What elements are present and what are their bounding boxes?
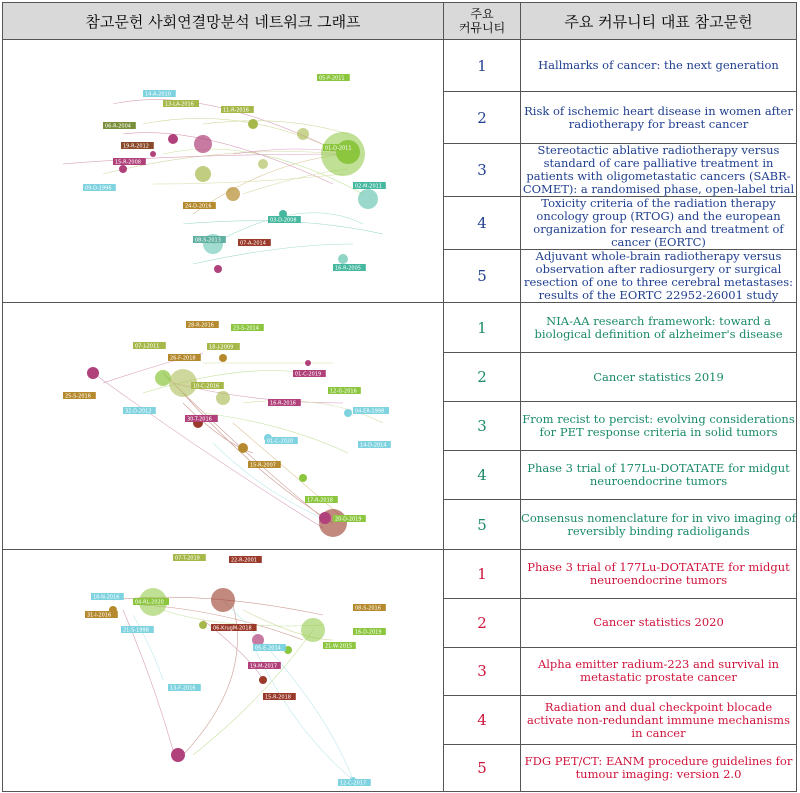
- header-community-no: 주요 커뮤니티: [444, 3, 521, 40]
- node-label: [83, 184, 116, 192]
- node-label-text: 04-RL-2020: [135, 599, 164, 606]
- node-label-text: 04-ER-1998: [355, 408, 385, 415]
- node-label-text: 07-T-2019: [175, 555, 200, 562]
- node-label: [248, 461, 281, 469]
- network-graph-1-svg: [3, 44, 444, 299]
- node-label-text: 03-D-2008: [270, 217, 297, 223]
- network-graph-2-svg: [3, 303, 444, 549]
- reference-title: Cancer statistics 2019: [521, 353, 797, 402]
- node-label: [143, 90, 176, 98]
- community-number: 3: [444, 647, 521, 696]
- node-label-text: 01-C-2020: [267, 438, 294, 445]
- node-label-text: 06-KrugM-2018: [213, 625, 252, 632]
- node-label: [121, 626, 154, 634]
- node-label-text: 15-R-2018: [265, 694, 291, 701]
- node-label: [353, 604, 386, 612]
- node-label-text: 14-D-2014: [360, 442, 387, 449]
- reference-title: FDG PET/CT: EANM procedure guidelines for tumour imaging: version 2.0: [521, 745, 797, 792]
- reference-network-table: [2, 2, 797, 792]
- node-label: [323, 642, 356, 650]
- node-label-text: 15-R-2008: [115, 159, 141, 165]
- node-label-text: 16-D-2019: [355, 629, 382, 636]
- node-label: [353, 628, 386, 636]
- reference-title: From recist to percist: evolving considerations for PET response criteria in solid tumors: [521, 402, 797, 451]
- node-label-text: 22-R-2001: [231, 557, 257, 564]
- header-graph: 참고문헌 사회연결망분석 네트워크 그래프: [3, 3, 444, 40]
- node-label-text: 21-W-2015: [325, 643, 353, 650]
- node-label-text: 09-D-1996: [85, 185, 112, 191]
- node-label: [103, 122, 136, 130]
- node-label-text: 13-LA-2016: [165, 101, 194, 107]
- network-graph-2: [3, 303, 444, 550]
- community-number: 5: [444, 250, 521, 303]
- node-label: [338, 779, 371, 787]
- node-label: [168, 684, 201, 692]
- reference-title: Phase 3 trial of 177Lu-DOTATATE for midgut neuroendocrine tumors: [521, 451, 797, 500]
- node-label-text: 26-F-2018: [170, 355, 196, 362]
- node-label: [185, 415, 218, 423]
- node-label-text: 13-F-2016: [170, 685, 196, 692]
- community-number: 5: [444, 500, 521, 550]
- reference-title: Hallmarks of cancer: the next generation: [521, 40, 797, 92]
- network-graph-3: [3, 550, 444, 792]
- community-number: 1: [444, 303, 521, 353]
- node-label-text: 32-D-2012: [125, 408, 152, 415]
- node-label-text: 24-D-2016: [185, 203, 212, 209]
- node-label: [85, 611, 118, 619]
- node-label: [183, 202, 216, 210]
- node-label-text: 17-R-2018: [307, 497, 333, 504]
- community-number: 1: [444, 40, 521, 92]
- node-label-text: 01-C-2019: [295, 371, 322, 378]
- community-number: 2: [444, 353, 521, 402]
- node-label-text: 21-S-1998: [123, 627, 149, 634]
- header-representative-refs: 주요 커뮤니티 대표 참고문헌: [521, 3, 797, 40]
- node-label-text: 19-M-2017: [250, 663, 278, 670]
- node-label-text: 06-R-2004: [105, 123, 131, 129]
- node-label: [253, 644, 286, 652]
- node-label-text: 31-I-2016: [87, 612, 112, 619]
- node-label-text: 11-R-2016: [223, 107, 249, 113]
- reference-title: Stereotactic ablative radiotherapy versus standard of care palliative treatment in patients with oligometastatic cancers (SABR-COMET): a randomised phase, open-label trial: [521, 144, 797, 197]
- node-label: [353, 407, 389, 415]
- node-label: [211, 624, 257, 632]
- node-label-text: 12-G-2016: [330, 388, 357, 395]
- node-label: [238, 239, 271, 247]
- node-label-text: 08-S-2016: [355, 605, 381, 612]
- community-number: 2: [444, 92, 521, 144]
- node-label: [358, 441, 391, 449]
- reference-title: Consensus nomenclature for in vivo imaging of reversibly binding radioligands: [521, 500, 797, 550]
- community-number: 4: [444, 451, 521, 500]
- node-label-text: 07-J-2011: [135, 343, 160, 350]
- community-number: 4: [444, 696, 521, 745]
- community-number: 3: [444, 402, 521, 451]
- community-number: 5: [444, 745, 521, 792]
- node-label: [231, 324, 264, 332]
- node-label: [173, 554, 206, 562]
- community-number: 3: [444, 144, 521, 197]
- community-number: 1: [444, 550, 521, 599]
- node-label: [248, 662, 281, 670]
- node-label: [163, 100, 199, 108]
- node-label-text: 18-J-2009: [209, 344, 234, 351]
- node-label: [268, 216, 301, 224]
- reference-title: Phase 3 trial of 177Lu-DOTATATE for midgut neuroendocrine tumors: [521, 550, 797, 599]
- node-label-text: 10-C-2016: [193, 383, 220, 390]
- node-label: [333, 515, 366, 523]
- node-label-text: 15-R-2007: [250, 462, 276, 469]
- node-label-text: 01-D-2011: [325, 145, 352, 151]
- node-label: [207, 343, 240, 351]
- node-label-text: 14-A-2010: [145, 91, 171, 97]
- node-label: [263, 693, 296, 701]
- node-label-text: 19-R-2012: [123, 143, 149, 149]
- node-label-text: 28-R-2016: [188, 322, 214, 329]
- node-label: [229, 556, 262, 564]
- reference-title: NIA-AA research framework: toward a biological definition of alzheimer's disease: [521, 303, 797, 353]
- node-label: [186, 321, 219, 329]
- network-graph-1: [3, 40, 444, 303]
- node-label-text: 12-C-2017: [340, 780, 367, 787]
- node-label-text: 30-T-2016: [187, 416, 212, 423]
- node-label-text: 02-M-2011: [355, 183, 383, 189]
- network-graph-3-svg: [3, 550, 444, 791]
- node-label: [168, 354, 201, 362]
- node-label: [113, 158, 146, 166]
- node-label: [133, 342, 166, 350]
- community-number: 4: [444, 197, 521, 250]
- node-label: [133, 598, 169, 606]
- node-label: [221, 106, 254, 114]
- node-label-text: 25-S-2016: [65, 393, 91, 400]
- node-label-text: 20-D-2019: [335, 516, 362, 523]
- node-label-text: 05-P-2011: [319, 75, 345, 81]
- reference-title: Cancer statistics 2020: [521, 598, 797, 647]
- node-label: [268, 399, 301, 407]
- node-label: [317, 74, 350, 82]
- node-label: [305, 496, 338, 504]
- node-label: [191, 382, 224, 390]
- node-label: [193, 236, 226, 244]
- node-label: [328, 387, 361, 395]
- node-label: [293, 370, 326, 378]
- community-number: 2: [444, 598, 521, 647]
- node-label-text: 07-A-2014: [240, 240, 266, 246]
- node-label: [323, 144, 356, 152]
- reference-title: Risk of ischemic heart disease in women after radiotherapy for breast cancer: [521, 92, 797, 144]
- node-label: [121, 142, 154, 150]
- node-label-text: 18-N-2016: [93, 594, 120, 601]
- node-label: [265, 437, 298, 445]
- reference-title: Adjuvant whole-brain radiotherapy versus observation after radiosurgery or surgical resection of one to three cerebral metastases: results of the EORTC 22952-26001 study: [521, 250, 797, 303]
- node-label: [123, 407, 156, 415]
- reference-title: Radiation and dual checkpoint blocade activate non-redundant immune mechanisms in cancer: [521, 696, 797, 745]
- node-label-text: 16-R-2016: [270, 400, 296, 407]
- node-label-text: 08-S-2013: [195, 237, 221, 243]
- node-label-text: 05-E-2014: [255, 645, 281, 652]
- node-label: [91, 593, 124, 601]
- node-label: [63, 392, 96, 400]
- node-label-text: 23-S-2014: [233, 325, 259, 332]
- reference-title: Toxicity criteria of the radiation therapy oncology group (RTOG) and the european organization for research and treatment of cancer (EORTC): [521, 197, 797, 250]
- node-label-text: 16-R-2005: [335, 265, 361, 271]
- reference-title: Alpha emitter radium-223 and survival in metastatic prostate cancer: [521, 647, 797, 696]
- node-label: [333, 264, 366, 272]
- node-label: [353, 182, 386, 190]
